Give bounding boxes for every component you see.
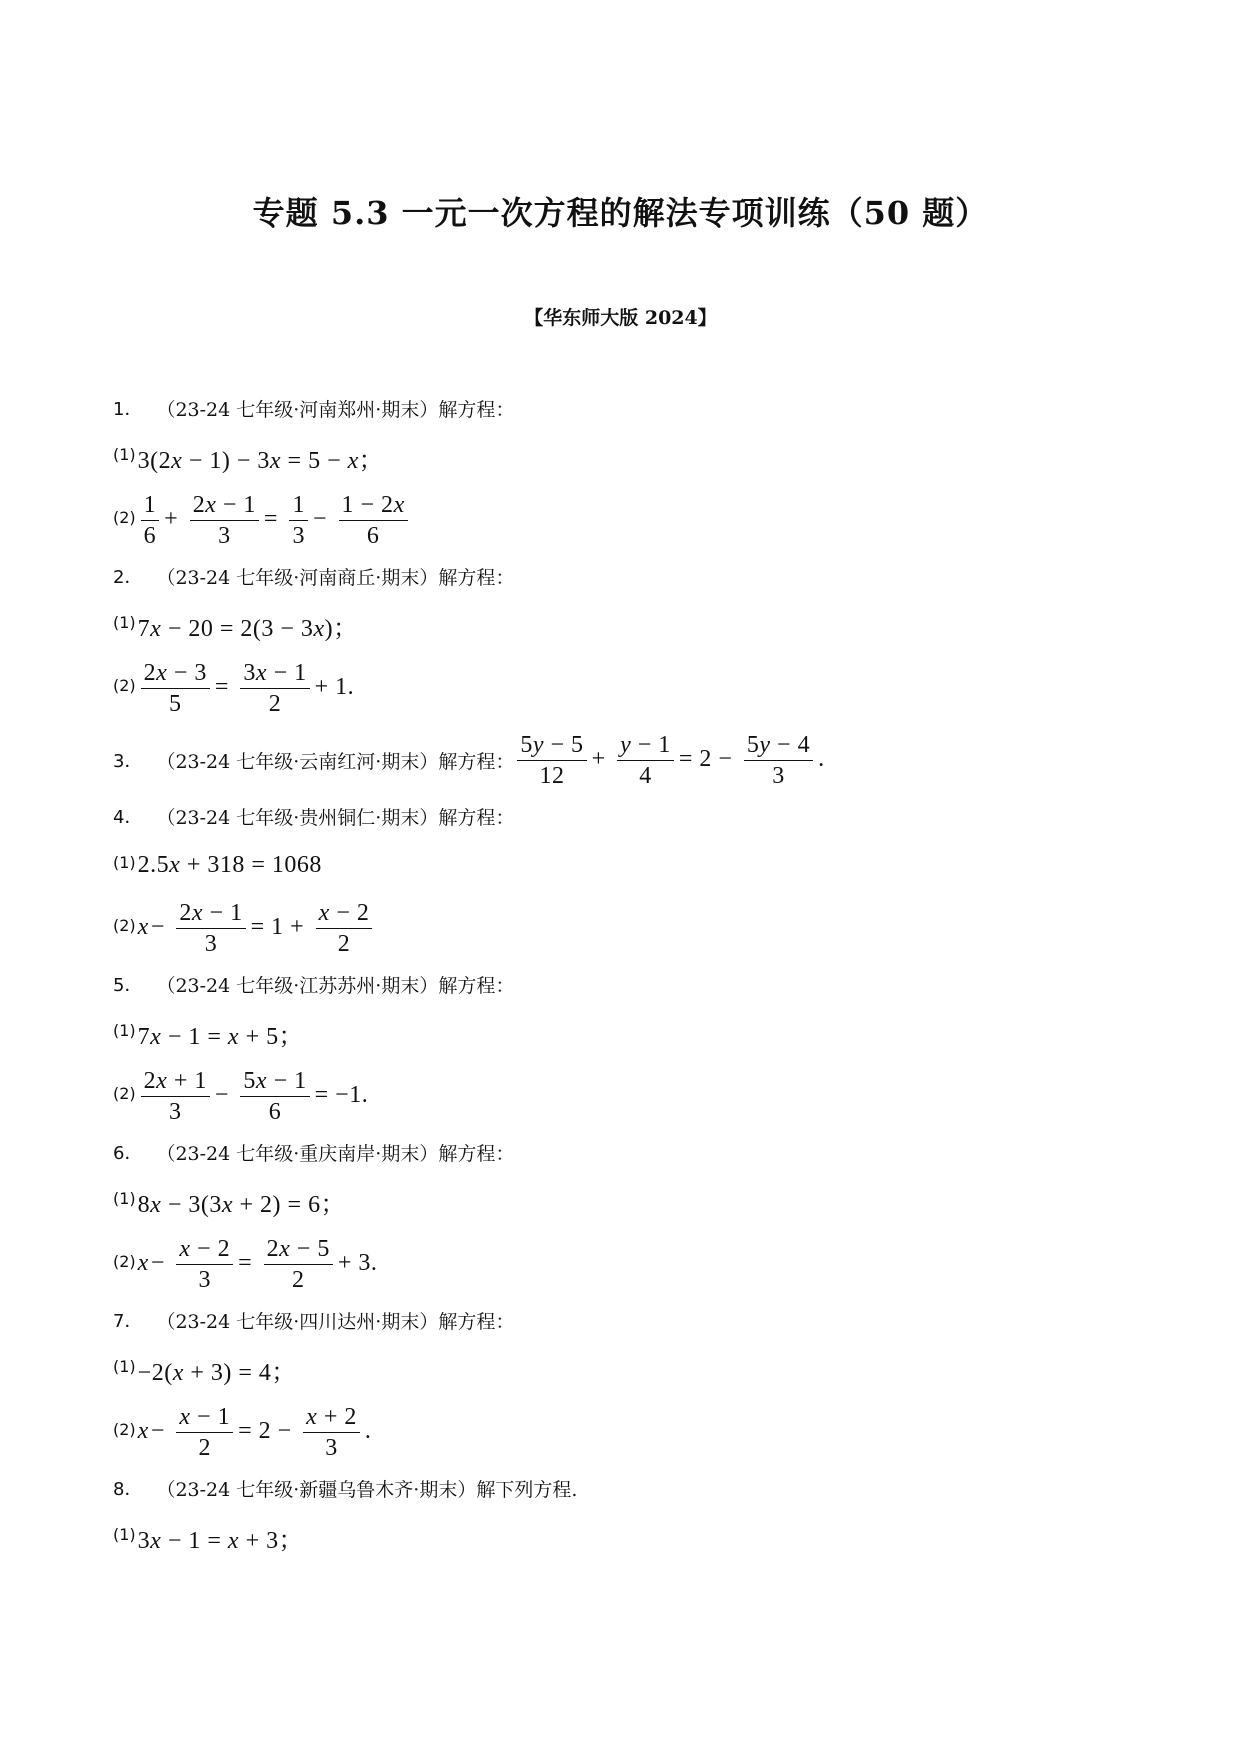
- equation: x− $\frac{2x - 1}{3}$ = 1 + $\frac{x - 2}{2}$: [138, 899, 376, 958]
- question-6-part-2: [113, 1234, 1133, 1294]
- part-label: (1): [113, 1356, 136, 1376]
- part-label: (2): [113, 1083, 136, 1103]
- equation: x− $\frac{x - 1}{2}$ = 2 − $\frac{x + 2}{3}$ .: [137, 1403, 372, 1461]
- question-number: 4．: [113, 807, 143, 828]
- question-source: （23-24 七年级·云南红河·期末）解方程：: [156, 750, 515, 773]
- question-number: 6．: [113, 1143, 143, 1164]
- question-number: 2．: [113, 567, 143, 588]
- question-8-header: [113, 1474, 1133, 1502]
- equation: 7x − 1 = x + 5；: [137, 1023, 304, 1050]
- question-6-header: [113, 1138, 1133, 1166]
- equation: $\frac{2x - 3}{5}$ = $\frac{3x - 1}{2}$ + 1.: [138, 659, 357, 718]
- equation: 8x − 3(3x + 2) = 6；: [137, 1191, 346, 1218]
- part-label: (1): [113, 852, 136, 872]
- question-number: 1．: [113, 399, 143, 420]
- page-title: 专题 5.3 一元一次方程的解法专项训练（50 题）: [252, 194, 989, 232]
- equation: $\frac{1}{6}$ + $\frac{2x - 1}{3}$ = $\frac{1}{3}$ − $\frac{1 - 2x}{6}$: [138, 491, 411, 550]
- question-7-part-2: [113, 1402, 1133, 1462]
- question-6-part-1: [113, 1186, 1133, 1216]
- equation: 2.5x + 318 = 1068: [137, 851, 322, 878]
- equation: 3x − 1 = x + 3；: [137, 1527, 304, 1554]
- question-3: [113, 730, 1133, 790]
- question-number: 3．: [113, 751, 143, 772]
- edition-subtitle: 【华东师大版 2024】: [524, 307, 717, 329]
- part-label: (1): [113, 1020, 136, 1040]
- question-number: 5．: [113, 975, 143, 996]
- question-5-part-2: [113, 1066, 1133, 1126]
- question-source: （23-24 七年级·河南郑州·期末）解方程：: [156, 398, 515, 421]
- part-label: (1): [113, 444, 136, 464]
- question-number: 8．: [113, 1479, 143, 1500]
- question-5-header: [113, 970, 1133, 998]
- part-label: (1): [113, 612, 136, 632]
- question-number: 7．: [113, 1311, 143, 1332]
- question-7-part-1: [113, 1354, 1133, 1384]
- question-4-header: [113, 802, 1133, 830]
- equation: x− $\frac{x - 2}{3}$ = $\frac{2x - 5}{2}$ + 3.: [137, 1235, 378, 1293]
- part-label: (1): [113, 1188, 136, 1208]
- equation: $\frac{2x + 1}{3}$ − $\frac{5x - 1}{6}$ = −1.: [138, 1067, 371, 1126]
- part-label: (2): [113, 915, 136, 935]
- question-5-part-1: [113, 1018, 1133, 1048]
- question-4-part-1: [113, 850, 1133, 880]
- question-source: （23-24 七年级·新疆乌鲁木齐·期末）解下列方程.: [156, 1478, 578, 1501]
- equation: 7x − 20 = 2(3 − 3x)；: [137, 615, 358, 642]
- part-label: (2): [113, 1419, 136, 1439]
- question-2-header: [113, 562, 1133, 590]
- part-label: (1): [113, 1524, 136, 1544]
- question-1-header: [113, 394, 1133, 422]
- question-1-part-1: [113, 442, 1133, 472]
- question-list: [113, 394, 1133, 1570]
- question-1-part-2: [113, 490, 1133, 550]
- question-4-part-2: [113, 898, 1133, 958]
- question-source: （23-24 七年级·重庆南岸·期末）解方程：: [156, 1142, 515, 1165]
- equation: $\frac{5y - 5}{12}$ + $\frac{y - 1}{4}$ = 2 − $\frac{5y - 4}{3}$ .: [514, 731, 826, 790]
- part-label: (2): [113, 507, 136, 527]
- part-label: (2): [113, 1251, 136, 1271]
- question-source: （23-24 七年级·河南商丘·期末）解方程：: [156, 566, 515, 589]
- question-2-part-1: [113, 610, 1133, 640]
- equation: 3(2x − 1) − 3x = 5 − x；: [137, 447, 384, 474]
- part-label: (2): [113, 675, 136, 695]
- equation: −2(x + 3) = 4；: [137, 1359, 296, 1386]
- question-7-header: [113, 1306, 1133, 1334]
- question-8-part-1: [113, 1522, 1133, 1552]
- question-source: （23-24 七年级·江苏苏州·期末）解方程：: [156, 974, 515, 997]
- question-source: （23-24 七年级·四川达州·期末）解方程：: [156, 1310, 515, 1333]
- question-2-part-2: [113, 658, 1133, 718]
- question-source: （23-24 七年级·贵州铜仁·期末）解方程：: [156, 806, 515, 829]
